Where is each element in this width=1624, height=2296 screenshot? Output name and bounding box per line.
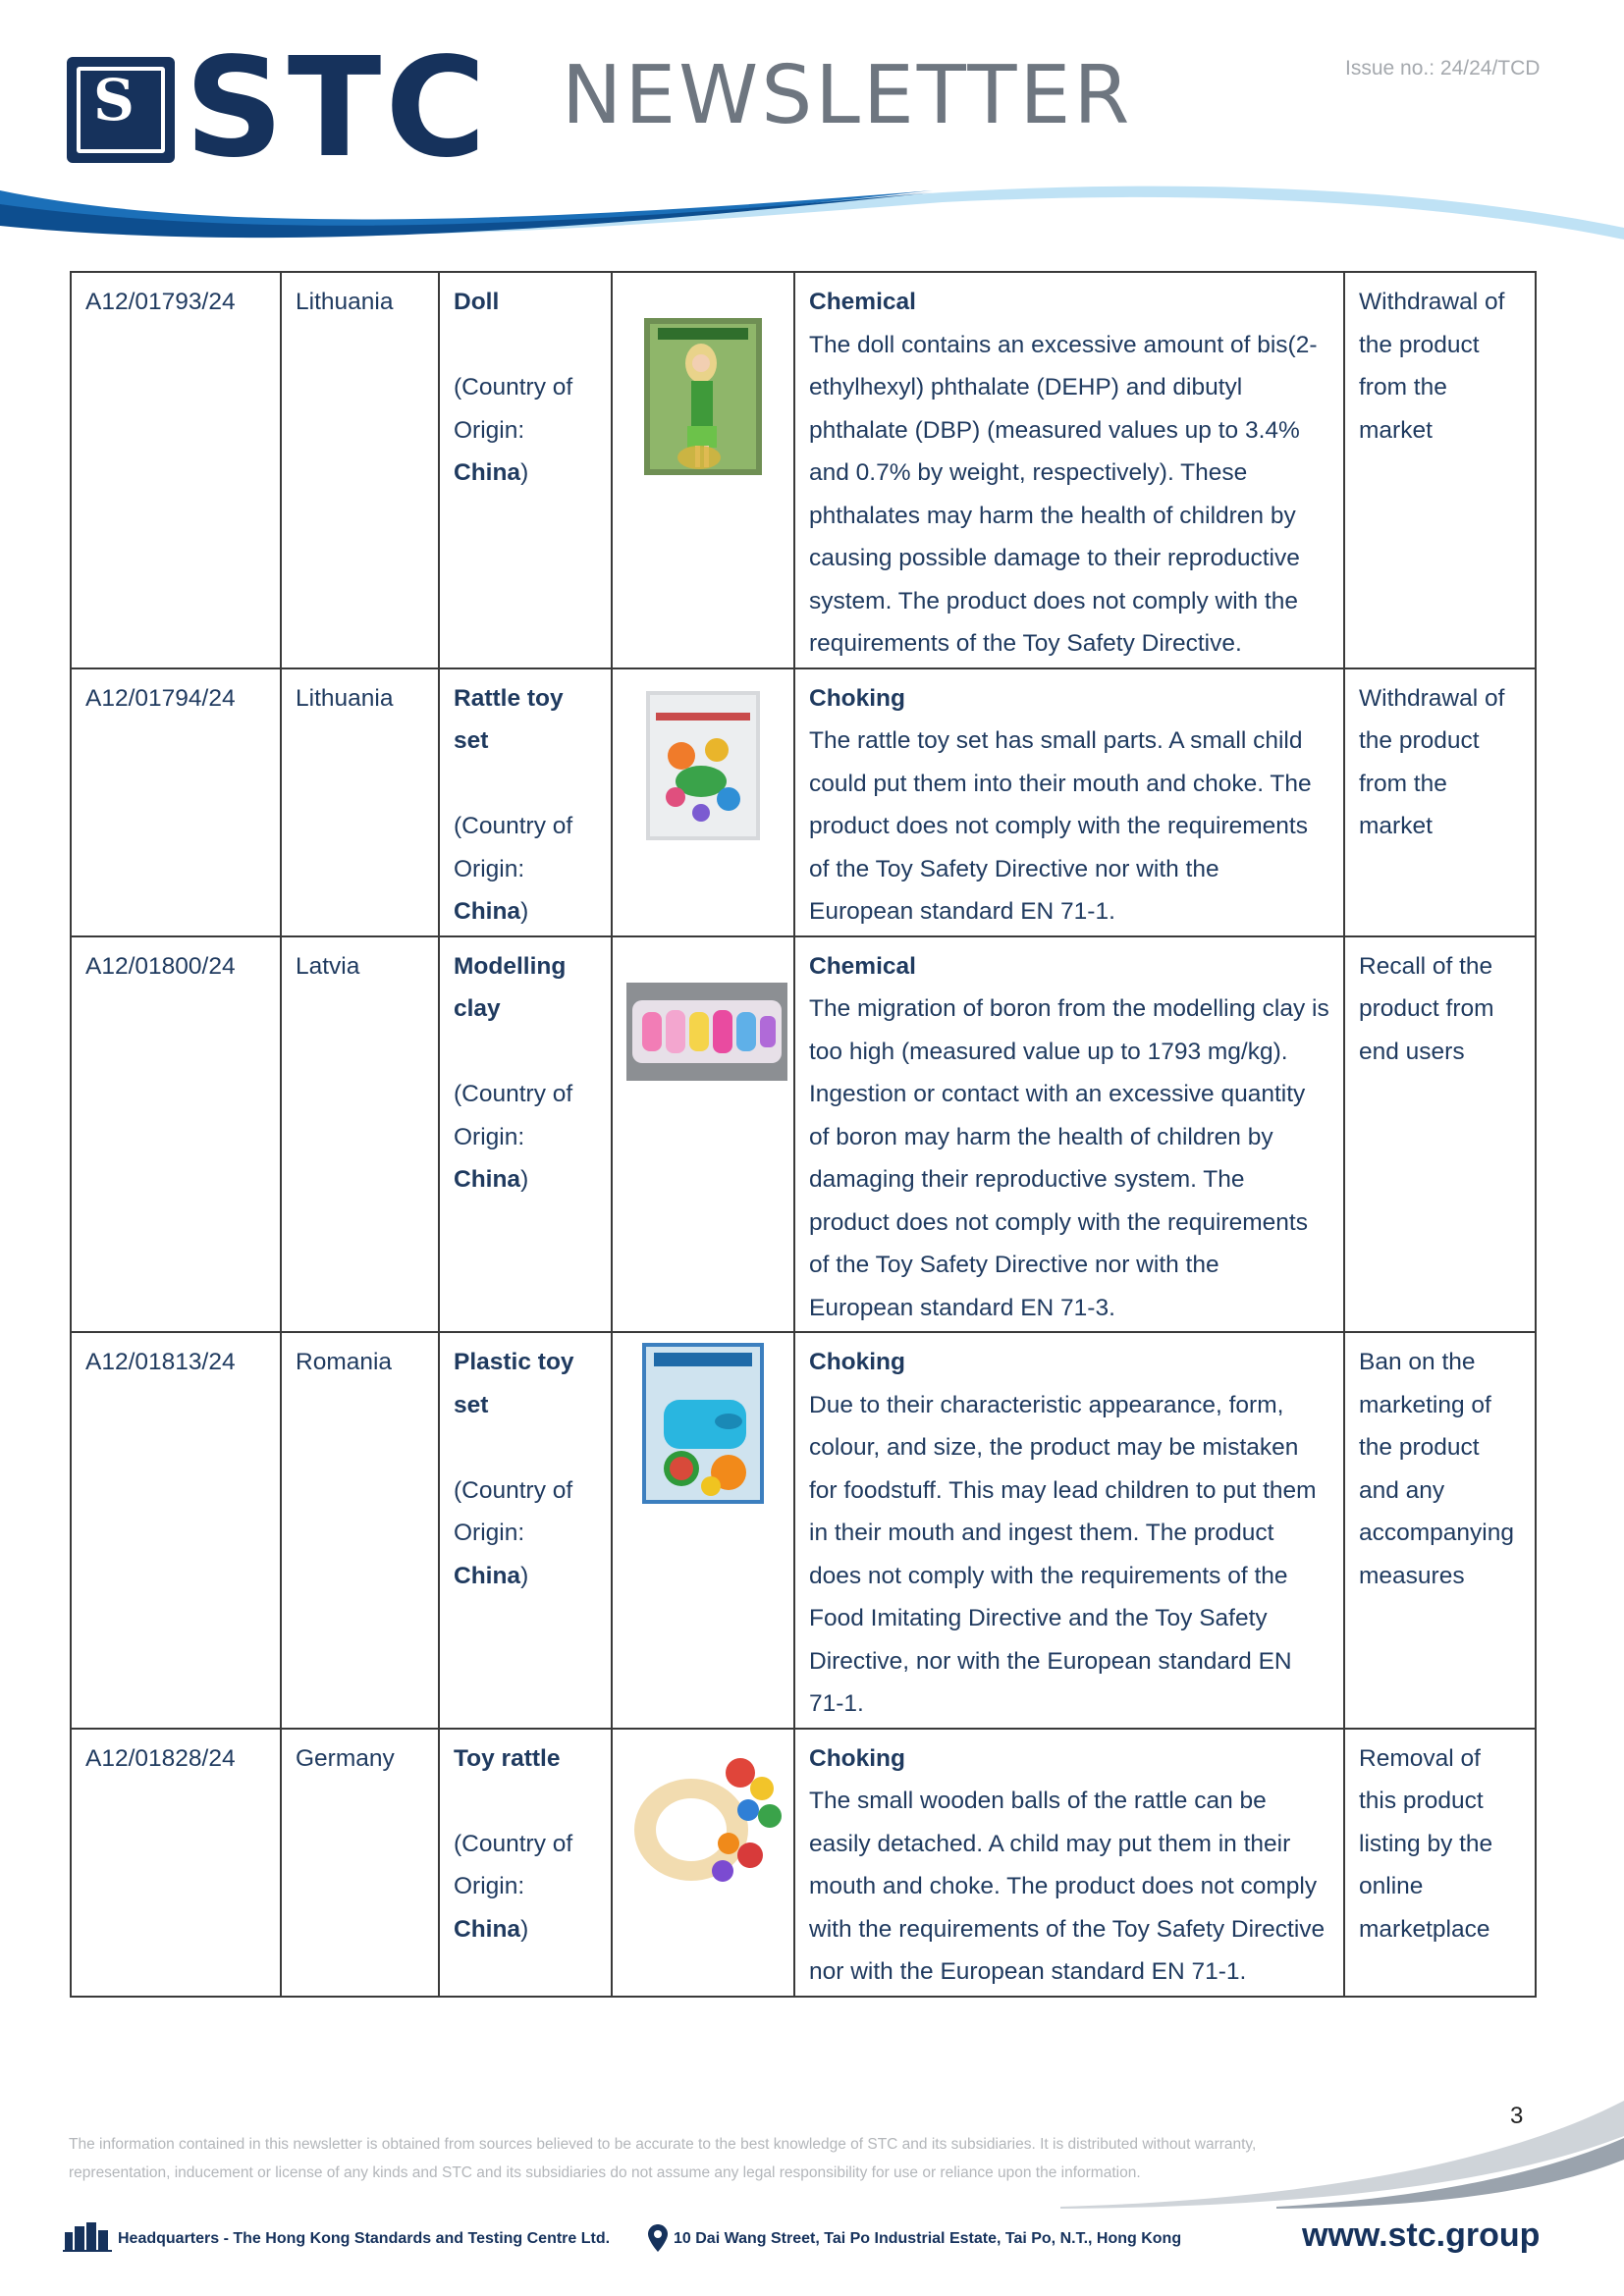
modelling-clay-photo [626, 983, 787, 1081]
notifying-country-cell [281, 1729, 439, 1997]
origin-label-open: (Country of [454, 813, 573, 839]
origin-country-line [454, 890, 597, 934]
product-image-cell [612, 1332, 794, 1729]
product-image-cell [612, 668, 794, 936]
origin-label: Origin: [454, 1123, 525, 1150]
reference-number: A12/01800/24 [85, 952, 236, 980]
origin-label-open: (Country of [454, 374, 573, 400]
measures-taken: Withdrawal of the product from the market [1359, 289, 1505, 444]
risk-description: The rattle toy set has small parts. A small child could put them into their mouth and choke. The product does not comply with the requirements of the Toy Safety Directive nor with the European standard EN 71-1. [809, 727, 1312, 925]
product-name-line: set [454, 727, 489, 754]
rattle-toy-set-photo [646, 691, 760, 840]
origin-country-line [454, 1555, 597, 1598]
product-name-line: clay [454, 995, 501, 1022]
reference-cell [71, 936, 281, 1333]
measures-taken: Removal of this product listing by the online marketplace [1359, 1744, 1493, 1943]
product-name-line: set [454, 1391, 489, 1418]
risk-cell [794, 1332, 1344, 1729]
reference-cell [71, 1332, 281, 1729]
risk-description: The doll contains an excessive amount of bis(2-ethylhexyl) phthalate (DEHP) and dibutyl phthalate (DBP) (measured values up to 3.4% and 0.7% by weight, respectively). These phthalates may harm the health of children by causing possible damage to their reproductive system. The product does not comply with the requirements of the Toy Safety Directive. [809, 331, 1318, 657]
measures-taken: Recall of the product from end users [1359, 952, 1494, 1065]
origin-country-line [454, 1158, 597, 1201]
product-cell [439, 1729, 612, 1997]
risk-cell [794, 668, 1344, 936]
risk-description: Due to their characteristic appearance, form, colour, and size, the product may be mistaken for foodstuff. This may lead children to put them in their mouth and ingest them. The product does not comply with the requirements of the Food Imitating Directive and the Toy Safety Directive, nor with the European standard EN 71-1. [809, 1391, 1317, 1717]
origin-label-open: (Country of [454, 1476, 573, 1504]
measures-taken: Withdrawal of the product from the market [1359, 684, 1505, 839]
product-name-line: Plastic toy [454, 1349, 574, 1375]
risk-cell [794, 272, 1344, 668]
notifying-country-cell [281, 668, 439, 936]
origin-country: China [454, 1915, 521, 1943]
reference-number: A12/01828/24 [85, 1744, 236, 1772]
origin-label-close: ) [520, 1562, 529, 1589]
origin-country: China [454, 898, 521, 925]
risk-description: The migration of boron from the modelling clay is too high (measured value up to 1793 mg/kg). Ingestion or contact with an excessive quantity of boron may harm the health of children by damaging their reproductive system. The product does not comply with the requirements of the Toy Safety Directive nor with the European standard EN 71-3. [809, 995, 1329, 1321]
product-name-line: Modelling [454, 952, 567, 980]
origin-label-close: ) [520, 1915, 529, 1943]
measures-taken: Ban on the marketing of the product and any accompanying measures [1359, 1349, 1514, 1589]
risk-type: Choking [809, 684, 905, 712]
toy-rattle-photo [626, 1753, 787, 1891]
origin-label: Origin: [454, 1520, 525, 1546]
risk-type: Choking [809, 1349, 905, 1375]
reference-number: A12/01794/24 [85, 684, 236, 712]
notifying-country-cell [281, 936, 439, 1333]
notifying-country: Lithuania [296, 289, 394, 315]
risk-type: Chemical [809, 952, 916, 980]
product-name-line: Rattle toy [454, 684, 564, 712]
logo-mark-glyph: S [93, 67, 129, 133]
risk-type: Choking [809, 1744, 905, 1772]
header-swoosh-graphic [0, 177, 1624, 265]
map-pin-icon [648, 2224, 668, 2252]
product-image-cell [612, 936, 794, 1333]
recall-table [70, 271, 1537, 1998]
notifying-country: Germany [296, 1744, 395, 1772]
origin-label-close: ) [520, 459, 529, 486]
table-row [71, 272, 1536, 668]
origin-country-line [454, 1908, 597, 1951]
spacer [454, 324, 597, 367]
origin-label-close: ) [520, 898, 529, 925]
table-row [71, 1332, 1536, 1729]
reference-number: A12/01813/24 [85, 1349, 236, 1375]
origin-country: China [454, 1562, 521, 1589]
risk-cell [794, 936, 1344, 1333]
reference-cell [71, 1729, 281, 1997]
stc-logo-mark [67, 57, 175, 163]
disclaimer-text: The information contained in this newsletter is obtained from sources believed to be accurate to the best knowledge of STC and its subsidiaries. It is distributed without warranty, representation, inducement or license of any kinds and STC and its subsidiaries do not assume any legal responsibility for use or reliance upon the information. [69, 2136, 1257, 2181]
notifying-country-cell [281, 1332, 439, 1729]
measures-taken-cell [1344, 272, 1536, 668]
reference-number: A12/01793/24 [85, 289, 236, 315]
newsletter-title: NEWSLETTER [562, 49, 1133, 142]
notifying-country: Lithuania [296, 684, 394, 712]
notifying-country: Romania [296, 1349, 393, 1375]
risk-type: Chemical [809, 289, 916, 315]
headquarters-address: 10 Dai Wang Street, Tai Po Industrial Estate, Tai Po, N.T., Hong Kong [674, 2230, 1182, 2247]
page-number: 3 [1510, 2103, 1524, 2129]
origin-country: China [454, 459, 521, 486]
product-image-cell [612, 272, 794, 668]
measures-taken-cell [1344, 668, 1536, 936]
product-name-line: Doll [454, 289, 500, 315]
notifying-country-cell [281, 272, 439, 668]
spacer [454, 1426, 597, 1469]
risk-description: The small wooden balls of the rattle can be easily detached. A child may put them in their mouth and choke. The product does not comply with the requirements of the Toy Safety Directive nor with the European standard EN 71-1. [809, 1788, 1326, 1985]
product-name-line: Toy rattle [454, 1744, 561, 1772]
origin-label-close: ) [520, 1166, 529, 1193]
measures-taken-cell [1344, 1729, 1536, 1997]
table-row [71, 936, 1536, 1333]
product-cell [439, 668, 612, 936]
reference-cell [71, 668, 281, 936]
website-link[interactable]: www.stc.group [1302, 2216, 1541, 2254]
product-image-cell [612, 1729, 794, 1997]
origin-label: Origin: [454, 855, 525, 882]
product-cell [439, 272, 612, 668]
building-icon [63, 2220, 112, 2252]
headquarters-label: Headquarters - The Hong Kong Standards and Testing Centre Ltd. [118, 2230, 611, 2247]
spacer [454, 763, 597, 806]
product-cell [439, 1332, 612, 1729]
measures-taken-cell [1344, 1332, 1536, 1729]
measures-taken-cell [1344, 936, 1536, 1333]
origin-label-open: (Country of [454, 1081, 573, 1107]
spacer [454, 1780, 597, 1823]
origin-label: Origin: [454, 416, 525, 444]
table-row [71, 1729, 1536, 1997]
spacer [454, 1031, 597, 1074]
origin-label-open: (Country of [454, 1830, 573, 1857]
doll-box-photo [644, 318, 762, 475]
origin-country: China [454, 1166, 521, 1193]
table-row [71, 668, 1536, 936]
stc-logo-wordmark: STC [185, 28, 491, 188]
product-cell [439, 936, 612, 1333]
risk-cell [794, 1729, 1344, 1997]
origin-label: Origin: [454, 1873, 525, 1899]
plastic-toy-set-photo [642, 1343, 764, 1504]
issue-number: Issue no.: 24/24/TCD [1345, 57, 1541, 80]
notifying-country: Latvia [296, 952, 360, 980]
reference-cell [71, 272, 281, 668]
origin-country-line [454, 452, 597, 495]
